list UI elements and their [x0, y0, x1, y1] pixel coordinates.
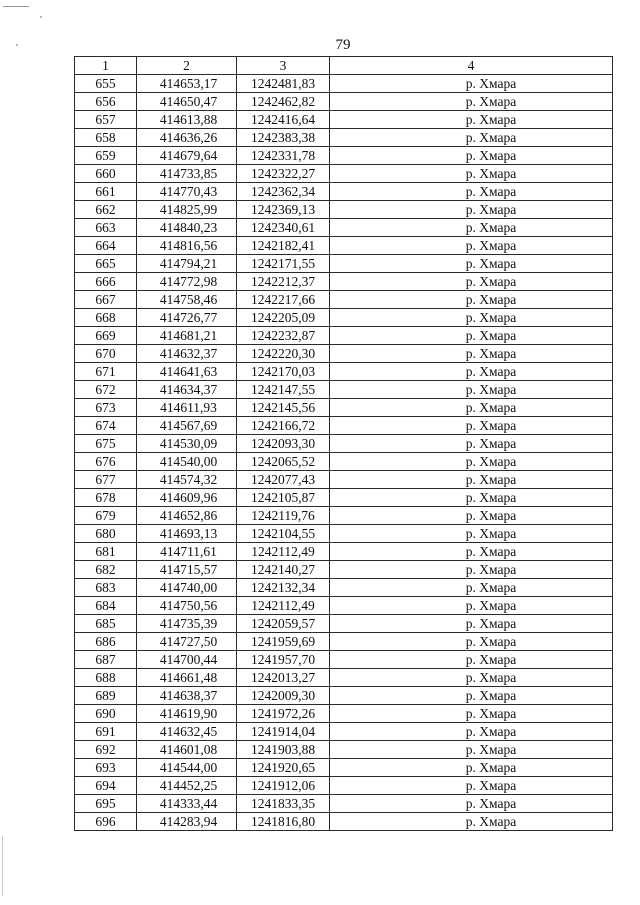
table-row	[75, 345, 613, 363]
table-row	[75, 615, 613, 633]
x-coordinate-cell: 414816,56	[137, 237, 237, 255]
y-coordinate-cell: 1242013,27	[237, 669, 330, 687]
point-number-cell: 671	[75, 363, 137, 381]
x-coordinate-cell: 414634,37	[137, 381, 237, 399]
point-number-cell: 678	[75, 489, 137, 507]
y-coordinate-cell: 1242217,66	[237, 291, 330, 309]
description-cell: р. Хмара	[330, 813, 613, 831]
description-cell: р. Хмара	[330, 183, 613, 201]
table-row	[75, 687, 613, 705]
table-row	[75, 291, 613, 309]
x-coordinate-cell: 414750,56	[137, 597, 237, 615]
y-coordinate-cell: 1242212,37	[237, 273, 330, 291]
table-row	[75, 129, 613, 147]
scan-artifact-edge	[2, 836, 3, 896]
x-coordinate-cell: 414632,37	[137, 345, 237, 363]
table-row	[75, 417, 613, 435]
point-number-cell: 659	[75, 147, 137, 165]
description-cell: р. Хмара	[330, 759, 613, 777]
description-cell: р. Хмара	[330, 489, 613, 507]
table-row	[75, 453, 613, 471]
description-cell: р. Хмара	[330, 111, 613, 129]
y-coordinate-cell: 1242147,55	[237, 381, 330, 399]
x-coordinate-cell: 414530,09	[137, 435, 237, 453]
y-coordinate-cell: 1242059,57	[237, 615, 330, 633]
y-coordinate-cell: 1242112,49	[237, 543, 330, 561]
point-number-cell: 670	[75, 345, 137, 363]
description-cell: р. Хмара	[330, 381, 613, 399]
description-cell: р. Хмара	[330, 399, 613, 417]
table-row	[75, 183, 613, 201]
point-number-cell: 686	[75, 633, 137, 651]
table-row	[75, 111, 613, 129]
table-row	[75, 219, 613, 237]
y-coordinate-cell: 1242416,64	[237, 111, 330, 129]
description-cell: р. Хмара	[330, 777, 613, 795]
point-number-cell: 660	[75, 165, 137, 183]
coordinates-table	[74, 56, 613, 831]
point-number-cell: 656	[75, 93, 137, 111]
table-row	[75, 75, 613, 93]
point-number-cell: 669	[75, 327, 137, 345]
point-number-cell: 665	[75, 255, 137, 273]
table-row	[75, 507, 613, 525]
point-number-cell: 662	[75, 201, 137, 219]
table-row	[75, 795, 613, 813]
y-coordinate-cell: 1242232,87	[237, 327, 330, 345]
description-cell: р. Хмара	[330, 363, 613, 381]
description-cell: р. Хмара	[330, 201, 613, 219]
point-number-cell: 657	[75, 111, 137, 129]
x-coordinate-cell: 414772,98	[137, 273, 237, 291]
y-coordinate-cell: 1242077,43	[237, 471, 330, 489]
point-number-cell: 680	[75, 525, 137, 543]
x-coordinate-cell: 414609,96	[137, 489, 237, 507]
y-coordinate-cell: 1241972,26	[237, 705, 330, 723]
description-cell: р. Хмара	[330, 615, 613, 633]
description-cell: р. Хмара	[330, 723, 613, 741]
y-coordinate-cell: 1242112,49	[237, 597, 330, 615]
y-coordinate-cell: 1242132,34	[237, 579, 330, 597]
y-coordinate-cell: 1241833,35	[237, 795, 330, 813]
y-coordinate-cell: 1241816,80	[237, 813, 330, 831]
column-header-description: 4	[330, 57, 613, 75]
description-cell: р. Хмара	[330, 651, 613, 669]
table-row	[75, 363, 613, 381]
x-coordinate-cell: 414652,86	[137, 507, 237, 525]
table-row	[75, 777, 613, 795]
description-cell: р. Хмара	[330, 741, 613, 759]
point-number-cell: 664	[75, 237, 137, 255]
y-coordinate-cell: 1242331,78	[237, 147, 330, 165]
x-coordinate-cell: 414632,45	[137, 723, 237, 741]
point-number-cell: 681	[75, 543, 137, 561]
x-coordinate-cell: 414619,90	[137, 705, 237, 723]
point-number-cell: 672	[75, 381, 137, 399]
x-coordinate-cell: 414693,13	[137, 525, 237, 543]
table-row	[75, 237, 613, 255]
table-row	[75, 327, 613, 345]
page-number: 79	[335, 37, 351, 53]
y-coordinate-cell: 1242119,76	[237, 507, 330, 525]
description-cell: р. Хмара	[330, 291, 613, 309]
point-number-cell: 687	[75, 651, 137, 669]
description-cell: р. Хмара	[330, 507, 613, 525]
point-number-cell: 695	[75, 795, 137, 813]
point-number-cell: 668	[75, 309, 137, 327]
table-row	[75, 705, 613, 723]
table-row	[75, 579, 613, 597]
x-coordinate-cell: 414611,93	[137, 399, 237, 417]
y-coordinate-cell: 1242182,41	[237, 237, 330, 255]
x-coordinate-cell: 414650,47	[137, 93, 237, 111]
y-coordinate-cell: 1242205,09	[237, 309, 330, 327]
y-coordinate-cell: 1241920,65	[237, 759, 330, 777]
x-coordinate-cell: 414840,23	[137, 219, 237, 237]
description-cell: р. Хмара	[330, 795, 613, 813]
table-row	[75, 525, 613, 543]
table-row	[75, 633, 613, 651]
y-coordinate-cell: 1242105,87	[237, 489, 330, 507]
table-row	[75, 435, 613, 453]
point-number-cell: 666	[75, 273, 137, 291]
point-number-cell: 683	[75, 579, 137, 597]
table-row	[75, 651, 613, 669]
point-number-cell: 677	[75, 471, 137, 489]
y-coordinate-cell: 1242170,03	[237, 363, 330, 381]
table-row	[75, 381, 613, 399]
description-cell: р. Хмара	[330, 435, 613, 453]
description-cell: р. Хмара	[330, 345, 613, 363]
x-coordinate-cell: 414727,50	[137, 633, 237, 651]
table-row	[75, 255, 613, 273]
point-number-cell: 667	[75, 291, 137, 309]
y-coordinate-cell: 1242065,52	[237, 453, 330, 471]
table-row	[75, 165, 613, 183]
x-coordinate-cell: 414653,17	[137, 75, 237, 93]
x-coordinate-cell: 414601,08	[137, 741, 237, 759]
y-coordinate-cell: 1241959,69	[237, 633, 330, 651]
table-row	[75, 309, 613, 327]
point-number-cell: 673	[75, 399, 137, 417]
y-coordinate-cell: 1242481,83	[237, 75, 330, 93]
x-coordinate-cell: 414567,69	[137, 417, 237, 435]
x-coordinate-cell: 414715,57	[137, 561, 237, 579]
table-row	[75, 147, 613, 165]
point-number-cell: 679	[75, 507, 137, 525]
y-coordinate-cell: 1241912,06	[237, 777, 330, 795]
table-row	[75, 273, 613, 291]
y-coordinate-cell: 1242383,38	[237, 129, 330, 147]
description-cell: р. Хмара	[330, 93, 613, 111]
point-number-cell: 694	[75, 777, 137, 795]
description-cell: р. Хмара	[330, 147, 613, 165]
description-cell: р. Хмара	[330, 669, 613, 687]
point-number-cell: 663	[75, 219, 137, 237]
column-header-point-number: 1	[75, 57, 137, 75]
description-cell: р. Хмара	[330, 417, 613, 435]
y-coordinate-cell: 1242462,82	[237, 93, 330, 111]
scan-artifact-dot	[40, 16, 42, 18]
x-coordinate-cell: 414641,63	[137, 363, 237, 381]
table-row	[75, 813, 613, 831]
point-number-cell: 693	[75, 759, 137, 777]
point-number-cell: 685	[75, 615, 137, 633]
point-number-cell: 674	[75, 417, 137, 435]
table-header	[75, 57, 613, 75]
x-coordinate-cell: 414636,26	[137, 129, 237, 147]
x-coordinate-cell: 414679,64	[137, 147, 237, 165]
table-row	[75, 471, 613, 489]
x-coordinate-cell: 414825,99	[137, 201, 237, 219]
description-cell: р. Хмара	[330, 705, 613, 723]
x-coordinate-cell: 414638,37	[137, 687, 237, 705]
description-cell: р. Хмара	[330, 75, 613, 93]
point-number-cell: 688	[75, 669, 137, 687]
description-cell: р. Хмара	[330, 561, 613, 579]
point-number-cell: 696	[75, 813, 137, 831]
description-cell: р. Хмара	[330, 579, 613, 597]
y-coordinate-cell: 1241903,88	[237, 741, 330, 759]
y-coordinate-cell: 1242220,30	[237, 345, 330, 363]
table-row	[75, 759, 613, 777]
description-cell: р. Хмара	[330, 633, 613, 651]
point-number-cell: 676	[75, 453, 137, 471]
point-number-cell: 658	[75, 129, 137, 147]
y-coordinate-cell: 1242140,27	[237, 561, 330, 579]
y-coordinate-cell: 1241957,70	[237, 651, 330, 669]
point-number-cell: 689	[75, 687, 137, 705]
table-row	[75, 741, 613, 759]
table-row	[75, 669, 613, 687]
y-coordinate-cell: 1242166,72	[237, 417, 330, 435]
table-row	[75, 561, 613, 579]
description-cell: р. Хмара	[330, 237, 613, 255]
x-coordinate-cell: 414733,85	[137, 165, 237, 183]
x-coordinate-cell: 414758,46	[137, 291, 237, 309]
y-coordinate-cell: 1241914,04	[237, 723, 330, 741]
description-cell: р. Хмара	[330, 471, 613, 489]
description-cell: р. Хмара	[330, 525, 613, 543]
point-number-cell: 675	[75, 435, 137, 453]
table-row	[75, 489, 613, 507]
x-coordinate-cell: 414770,43	[137, 183, 237, 201]
description-cell: р. Хмара	[330, 453, 613, 471]
point-number-cell: 684	[75, 597, 137, 615]
x-coordinate-cell: 414613,88	[137, 111, 237, 129]
x-coordinate-cell: 414794,21	[137, 255, 237, 273]
description-cell: р. Хмара	[330, 219, 613, 237]
point-number-cell: 692	[75, 741, 137, 759]
y-coordinate-cell: 1242009,30	[237, 687, 330, 705]
description-cell: р. Хмара	[330, 129, 613, 147]
description-cell: р. Хмара	[330, 327, 613, 345]
x-coordinate-cell: 414681,21	[137, 327, 237, 345]
y-coordinate-cell: 1242340,61	[237, 219, 330, 237]
y-coordinate-cell: 1242093,30	[237, 435, 330, 453]
x-coordinate-cell: 414333,44	[137, 795, 237, 813]
y-coordinate-cell: 1242171,55	[237, 255, 330, 273]
description-cell: р. Хмара	[330, 255, 613, 273]
table-row	[75, 543, 613, 561]
table-body	[75, 75, 613, 831]
x-coordinate-cell: 414661,48	[137, 669, 237, 687]
x-coordinate-cell: 414544,00	[137, 759, 237, 777]
table-row	[75, 723, 613, 741]
point-number-cell: 661	[75, 183, 137, 201]
column-header-x: 2	[137, 57, 237, 75]
x-coordinate-cell: 414735,39	[137, 615, 237, 633]
x-coordinate-cell: 414700,44	[137, 651, 237, 669]
point-number-cell: 655	[75, 75, 137, 93]
x-coordinate-cell: 414540,00	[137, 453, 237, 471]
point-number-cell: 690	[75, 705, 137, 723]
description-cell: р. Хмара	[330, 687, 613, 705]
description-cell: р. Хмара	[330, 597, 613, 615]
y-coordinate-cell: 1242362,34	[237, 183, 330, 201]
point-number-cell: 691	[75, 723, 137, 741]
description-cell: р. Хмара	[330, 273, 613, 291]
y-coordinate-cell: 1242145,56	[237, 399, 330, 417]
x-coordinate-cell: 414283,94	[137, 813, 237, 831]
y-coordinate-cell: 1242322,27	[237, 165, 330, 183]
x-coordinate-cell: 414711,61	[137, 543, 237, 561]
x-coordinate-cell: 414452,25	[137, 777, 237, 795]
table-row	[75, 399, 613, 417]
scan-artifact-line	[3, 6, 29, 7]
y-coordinate-cell: 1242369,13	[237, 201, 330, 219]
description-cell: р. Хмара	[330, 309, 613, 327]
table-row	[75, 93, 613, 111]
column-header-y: 3	[237, 57, 330, 75]
x-coordinate-cell: 414740,00	[137, 579, 237, 597]
description-cell: р. Хмара	[330, 543, 613, 561]
description-cell: р. Хмара	[330, 165, 613, 183]
table-row	[75, 201, 613, 219]
x-coordinate-cell: 414574,32	[137, 471, 237, 489]
x-coordinate-cell: 414726,77	[137, 309, 237, 327]
point-number-cell: 682	[75, 561, 137, 579]
table-row	[75, 597, 613, 615]
header-row	[75, 57, 613, 75]
y-coordinate-cell: 1242104,55	[237, 525, 330, 543]
